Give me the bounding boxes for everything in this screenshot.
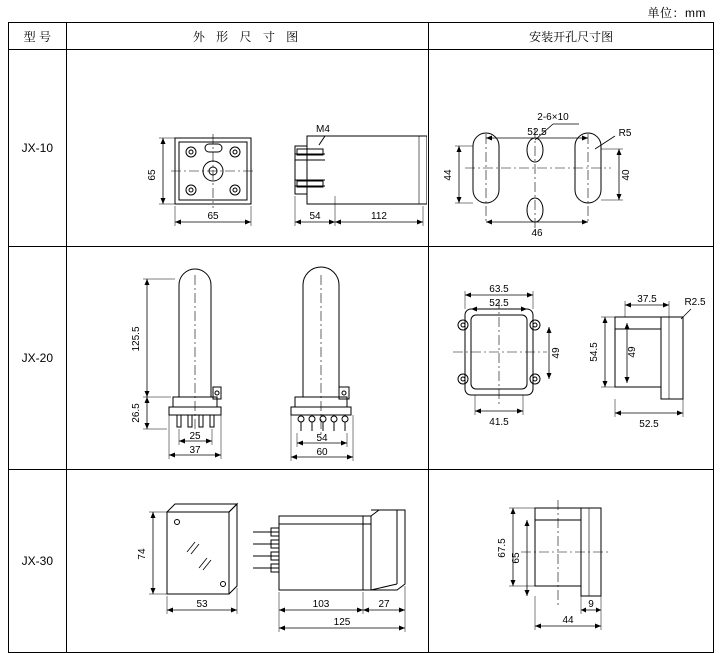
dim-74: 74 xyxy=(136,548,148,560)
outline-drawing-jx30 xyxy=(66,470,429,653)
dim-m4: M4 xyxy=(315,124,330,135)
table-row xyxy=(9,470,714,653)
dim-54b: 54 xyxy=(316,433,328,444)
dim-54: 54 xyxy=(309,211,321,222)
hole-drawing-jx10 xyxy=(429,50,714,247)
header-hole: 安装开孔尺寸图 xyxy=(429,23,714,50)
dim-53: 53 xyxy=(196,599,208,610)
dim-40: 40 xyxy=(621,169,633,181)
dim-60: 60 xyxy=(316,447,328,458)
model-jx20: JX-20 xyxy=(9,247,67,470)
dim-103: 103 xyxy=(312,599,329,610)
unit-note: 单位：mm xyxy=(647,6,706,20)
header-model: 型 号 xyxy=(9,23,67,50)
dim-27: 27 xyxy=(378,599,390,610)
hole-drawing-jx30 xyxy=(429,470,714,653)
dim-2-6x10: 2-6×10 xyxy=(537,112,570,123)
dimension-table xyxy=(8,22,714,653)
dim-125-5: 125.5 xyxy=(130,326,142,352)
dim-37-5: 37.5 xyxy=(637,294,658,305)
dim-67-5: 67.5 xyxy=(497,538,509,558)
dim-49b: 49 xyxy=(627,346,639,358)
dim-63-5: 63.5 xyxy=(489,284,510,295)
dim-65-vertical: 65 xyxy=(146,169,158,181)
dim-112: 112 xyxy=(370,211,387,222)
model-jx10: JX-10 xyxy=(9,50,67,247)
dim-52-5: 52.5 xyxy=(527,127,548,138)
hole-drawing-jx20 xyxy=(429,247,714,470)
model-jx30: JX-30 xyxy=(9,470,67,653)
dim-65-horizontal: 65 xyxy=(207,211,219,222)
table-header-row xyxy=(9,23,714,50)
dim-54-5: 54.5 xyxy=(589,342,601,362)
dim-52-5b: 52.5 xyxy=(489,298,510,309)
dim-52-5c: 52.5 xyxy=(639,419,660,430)
dim-r2-5: R2.5 xyxy=(684,297,706,308)
table-row xyxy=(9,247,714,470)
dim-44b: 44 xyxy=(562,615,574,626)
dim-25: 25 xyxy=(189,431,201,442)
header-outline: 外 形 尺 寸 图 xyxy=(66,23,429,50)
outline-drawing-jx10 xyxy=(66,50,429,247)
dim-46: 46 xyxy=(531,228,543,239)
dim-37: 37 xyxy=(189,445,201,456)
table-row xyxy=(9,50,714,247)
dim-49: 49 xyxy=(551,347,563,359)
dim-r5: R5 xyxy=(618,128,632,139)
dim-65b: 65 xyxy=(511,552,523,564)
dim-44: 44 xyxy=(443,169,455,181)
dim-26-5: 26.5 xyxy=(130,403,142,423)
dim-125: 125 xyxy=(333,617,350,628)
dim-9: 9 xyxy=(588,599,595,610)
outline-drawing-jx20 xyxy=(66,247,429,470)
dim-41-5: 41.5 xyxy=(489,417,510,428)
